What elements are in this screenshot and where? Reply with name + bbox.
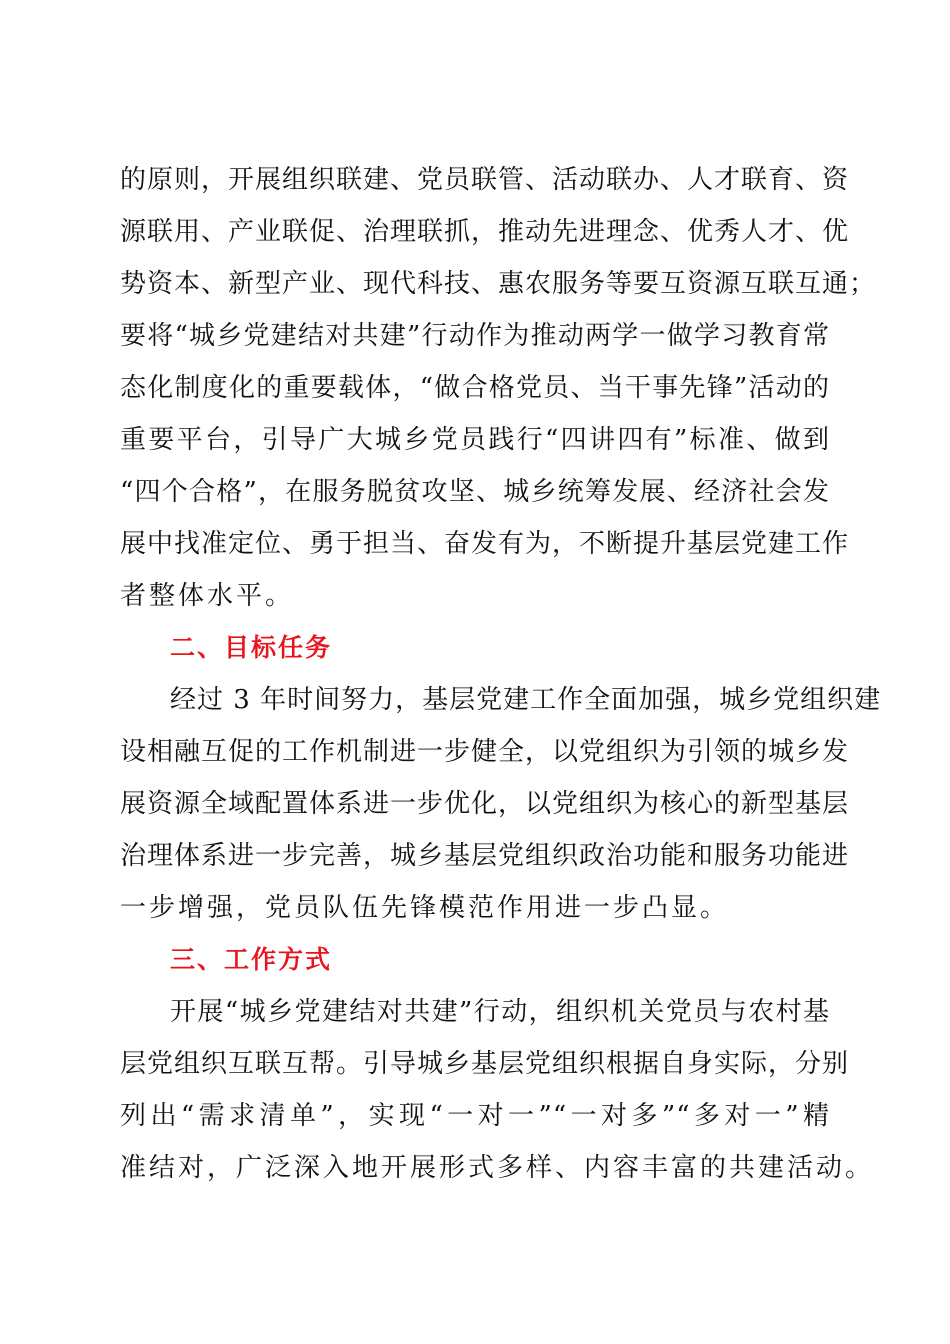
body-text-line: 要将“城乡党建结对共建”行动作为推动两学一做学习教育常 xyxy=(120,321,830,351)
body-text-line: 展资源全域配置体系进一步优化，以党组织为核心的新型基层 xyxy=(120,789,850,819)
body-text-line: 经过 3 年时间努力，基层党建工作全面加强，城乡党组织建 xyxy=(170,685,882,715)
body-text-line: 展中找准定位、勇于担当、奋发有为，不断提升基层党建工作 xyxy=(120,529,850,559)
body-text-line: 治理体系进一步完善，城乡基层党组织政治功能和服务功能进 xyxy=(120,841,850,871)
body-text-line: 设相融互促的工作机制进一步健全，以党组织为引领的城乡发 xyxy=(120,737,850,767)
body-text-line: 态化制度化的重要载体，“做合格党员、当干事先锋”活动的 xyxy=(120,373,830,403)
body-text-line: 开展“城乡党建结对共建”行动，组织机关党员与农村基 xyxy=(170,997,830,1027)
body-text-line: 准结对，广泛深入地开展形式多样、内容丰富的共建活动。 xyxy=(120,1153,875,1183)
body-text-line: 势资本、新型产业、现代科技、惠农服务等要互资源互联互通； xyxy=(120,269,877,299)
section-heading-methods: 三、工作方式 xyxy=(170,945,333,974)
body-text-line: 重要平台，引导广大城乡党员践行“四讲四有”标准、做到 xyxy=(120,425,830,455)
body-text-line: 层党组织互联互帮。引导城乡基层党组织根据自身实际，分别 xyxy=(120,1049,850,1079)
section-heading-goals: 二、目标任务 xyxy=(170,633,333,662)
body-text-line: 列出“需求清单”，实现“一对一”“一对多”“多对一”精 xyxy=(120,1101,830,1131)
body-text-line: 者整体水平。 xyxy=(120,581,295,611)
body-text-line: “四个合格”，在服务脱贫攻坚、城乡统筹发展、经济社会发 xyxy=(120,477,830,507)
body-text-line: 源联用、产业联促、治理联抓，推动先进理念、优秀人才、优 xyxy=(120,217,850,247)
body-text-line: 的原则，开展组织联建、党员联管、活动联办、人才联育、资 xyxy=(120,165,850,195)
body-text-line: 一步增强，党员队伍先锋模范作用进一步凸显。 xyxy=(120,893,730,923)
